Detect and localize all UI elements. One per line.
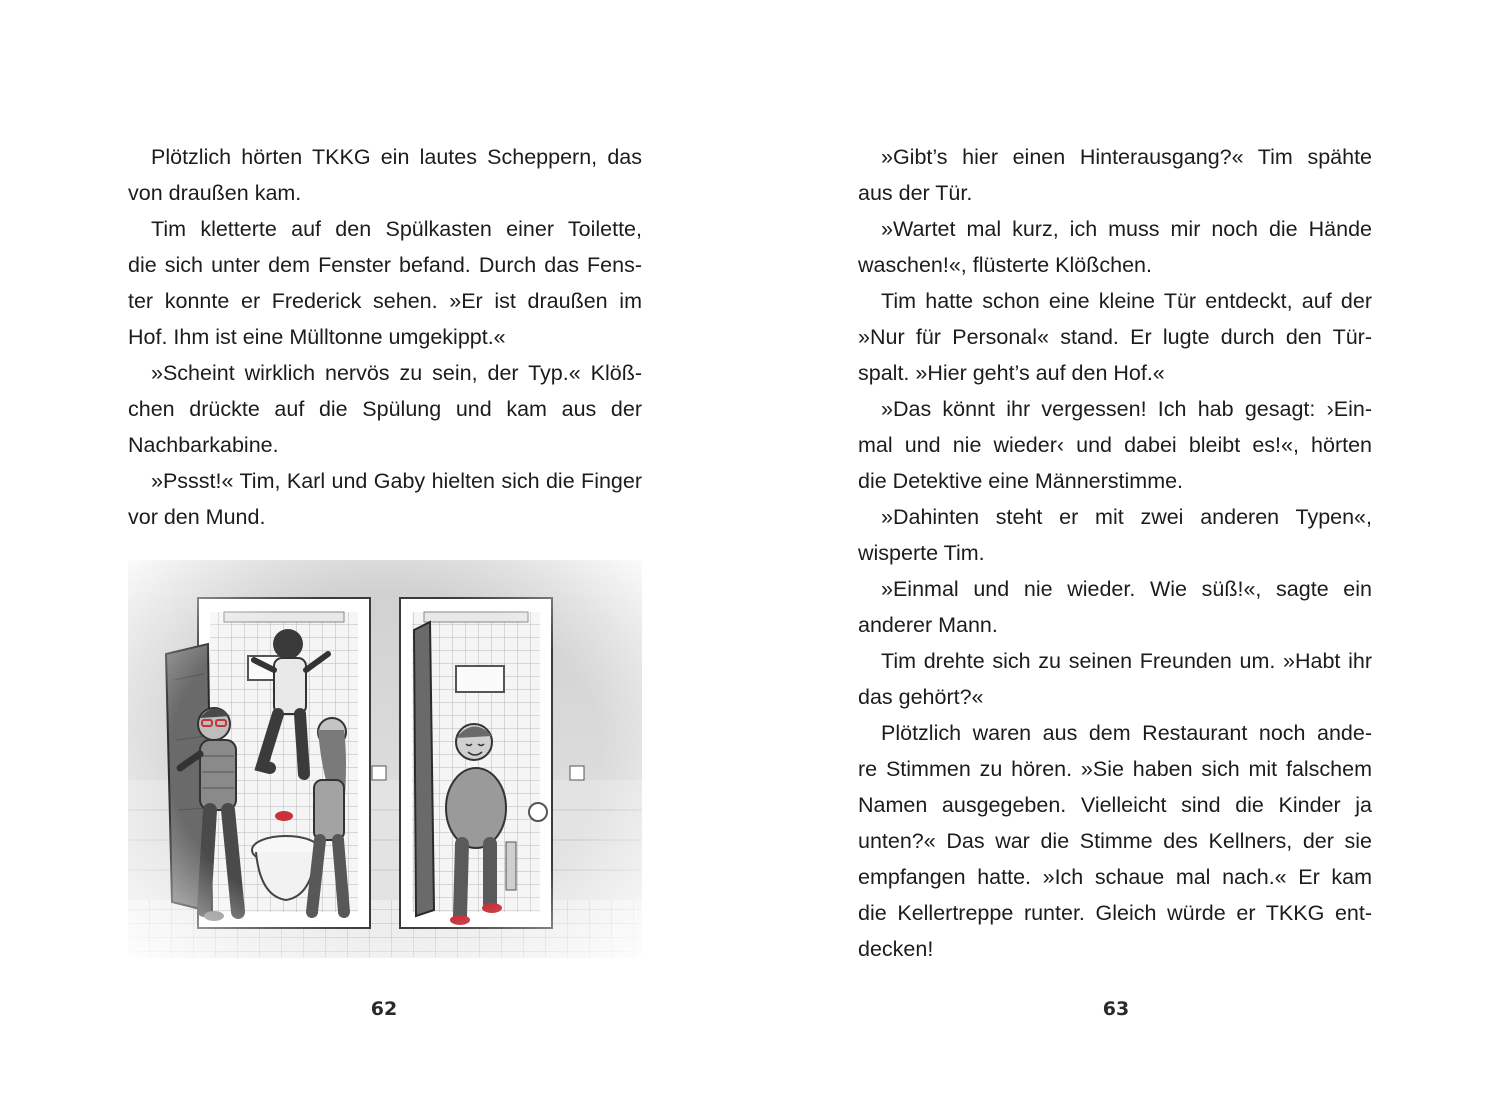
text-line: wisperte Tim. [858, 541, 985, 565]
text-line: anderer Mann. [858, 613, 998, 637]
text-line: ter konnte er Frederick sehen. »Er ist draußen im [128, 289, 642, 313]
text-line: vor den Mund. [128, 505, 266, 529]
text-line: »Einmal und nie wieder. Wie süß!«, sagte ein [881, 577, 1372, 601]
text-line: »Pssst!« Tim, Karl und Gaby hielten sich die Finger [151, 469, 642, 493]
page-number: 62 [370, 998, 398, 1020]
right-page [750, 0, 1500, 1108]
text-line: empfangen hatte. »Ich schaue mal nach.« Er kam [858, 865, 1372, 889]
text-line: Tim kletterte auf den Spülkasten einer Toilette, [151, 217, 642, 241]
text-line: von draußen kam. [128, 181, 302, 205]
text-line: waschen!«, flüsterte Klößchen. [858, 253, 1152, 277]
text-line: »Scheint wirklich nervös zu sein, der Typ.« Klöß- [151, 361, 642, 385]
text-line: aus der Tür. [858, 181, 973, 205]
text-line: die Kellertreppe runter. Gleich würde er TKKG ent- [858, 901, 1372, 925]
text-line: decken! [858, 937, 934, 961]
text-line: Nachbarkabine. [128, 433, 279, 457]
text-line: »Nur für Personal« stand. Er lugte durch den Tür- [858, 325, 1372, 349]
text-line: »Gibt’s hier einen Hinterausgang?« Tim spähte [881, 145, 1372, 169]
text-line: spalt. »Hier geht’s auf den Hof.« [858, 361, 1165, 385]
text-line: re Stimmen zu hören. »Sie haben sich mit falschem [858, 757, 1372, 781]
text-line: »Wartet mal kurz, ich muss mir noch die Hände [881, 217, 1372, 241]
text-line: Hof. Ihm ist eine Mülltonne umgekippt.« [128, 325, 506, 349]
text-line: mal und nie wieder‹ und dabei bleibt es!«, hörten [858, 433, 1372, 457]
text-line: Plötzlich waren aus dem Restaurant noch ande- [881, 721, 1372, 745]
text-line: die Detektive eine Männerstimme. [858, 469, 1184, 493]
right-page-text [858, 139, 1372, 967]
text-line: »Das könnt ihr vergessen! Ich hab gesagt: ›Ein- [881, 397, 1372, 421]
page-number: 63 [1102, 998, 1130, 1020]
text-line: Plötzlich hörten TKKG ein lautes Scheppern, das [151, 145, 642, 169]
text-line: Tim drehte sich zu seinen Freunden um. »Habt ihr [881, 649, 1372, 673]
text-line: »Dahinten steht er mit zwei anderen Typen«, [881, 505, 1372, 529]
left-page-text [128, 139, 642, 535]
text-line: Tim hatte schon eine kleine Tür entdeckt, auf der [881, 289, 1372, 313]
text-line: unten?« Das war die Stimme des Kellners, der sie [858, 829, 1372, 853]
text-line: die sich unter dem Fenster befand. Durch das Fens- [128, 253, 642, 277]
text-line: chen drückte auf die Spülung und kam aus der [128, 397, 642, 421]
text-line: Namen ausgegeben. Vielleicht sind die Kinder ja [858, 793, 1372, 817]
text-line: das gehört?« [858, 685, 984, 709]
restroom-illustration [128, 560, 642, 958]
